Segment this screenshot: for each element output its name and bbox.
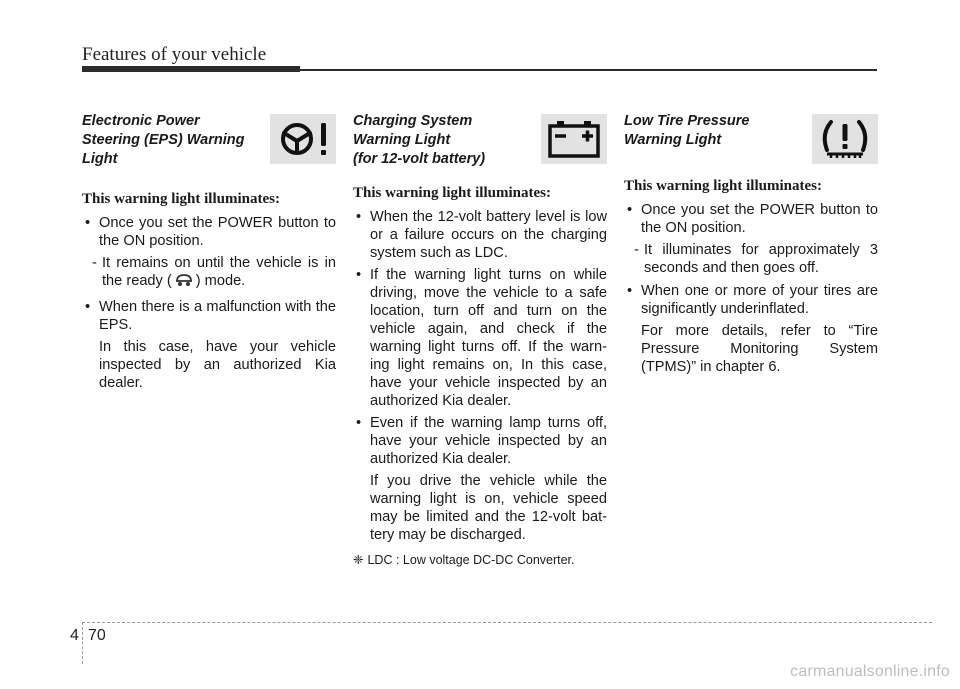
list-item: • Once you set the POWER button to the ON position. - It remains on until the vehicle is in the ready ( ) mode.	[82, 214, 336, 293]
ready-indicator-icon	[174, 272, 194, 293]
page-number: 70	[88, 627, 106, 644]
charging-section	[353, 112, 607, 568]
page-header-title: Features of your vehicle	[82, 44, 267, 65]
battery-charging-warning-icon	[541, 114, 607, 164]
list-item: • When the 12-volt battery level is low or a failure occurs on the charging system such as LDC.	[353, 208, 607, 262]
tpms-lead: This warning light illuminates:	[624, 178, 822, 194]
list-item: • Once you set the POWER button to the ON position. - It illuminates for approximately 3 seconds and then goes off.	[624, 201, 878, 277]
header-rule-thick	[82, 66, 300, 72]
tpms-section-title: Low Tire Pressure Warning Light	[624, 113, 750, 148]
footer-divider	[82, 622, 83, 664]
list-item: • Even if the warning lamp turns off, have your vehicle inspected by an authorized Kia dealer.	[353, 414, 607, 468]
list-item: • When there is a malfunction with the EPS.	[82, 298, 336, 334]
eps-paragraph: In this case, have your vehicle inspected by an authorized Kia dealer.	[99, 339, 336, 391]
tpms-section	[624, 112, 878, 381]
eps-section-title: Electronic Power Steering (EPS) Warning Light	[82, 113, 245, 167]
eps-section	[82, 112, 336, 397]
tpms-sub-item: - It illuminates for approximately 3 seconds and then goes off.	[634, 242, 878, 276]
footer-rule	[82, 622, 932, 623]
tpms-paragraph: For more details, refer to “Tire Pressure Monitoring System (TPMS)” in chapter 6.	[641, 323, 878, 375]
tpms-warning-icon	[812, 114, 878, 164]
ldc-footnote: ❈ LDC : Low voltage DC-DC Converter.	[353, 553, 575, 567]
eps-sub-item: - It remains on until the vehicle is in the ready ( ) mode.	[92, 254, 336, 293]
watermark: carmanualsonline.info	[790, 663, 950, 680]
eps-steering-warning-icon	[270, 114, 336, 164]
list-item: • If the warning light turns on while driving, move the vehicle to a safe location, turn off and turn on the vehicle again, and check if the warning light turns off. If the warn-ing light remains on, In this case, have your vehicle inspected by an authorized Kia dealer.	[353, 266, 607, 410]
list-item: • When one or more of your tires are significantly underinflated.	[624, 282, 878, 318]
charging-section-title: Charging System Warning Light (for 12-volt battery)	[353, 113, 486, 167]
header-rule-thin	[300, 69, 877, 71]
eps-lead: This warning light illuminates:	[82, 191, 280, 207]
chapter-number: 4	[70, 627, 79, 644]
charging-paragraph: If you drive the vehicle while the warning light is on, vehicle speed may be limited and the 12-volt bat-tery may be discharged.	[370, 473, 607, 543]
charging-lead: This warning light illuminates:	[353, 185, 551, 201]
